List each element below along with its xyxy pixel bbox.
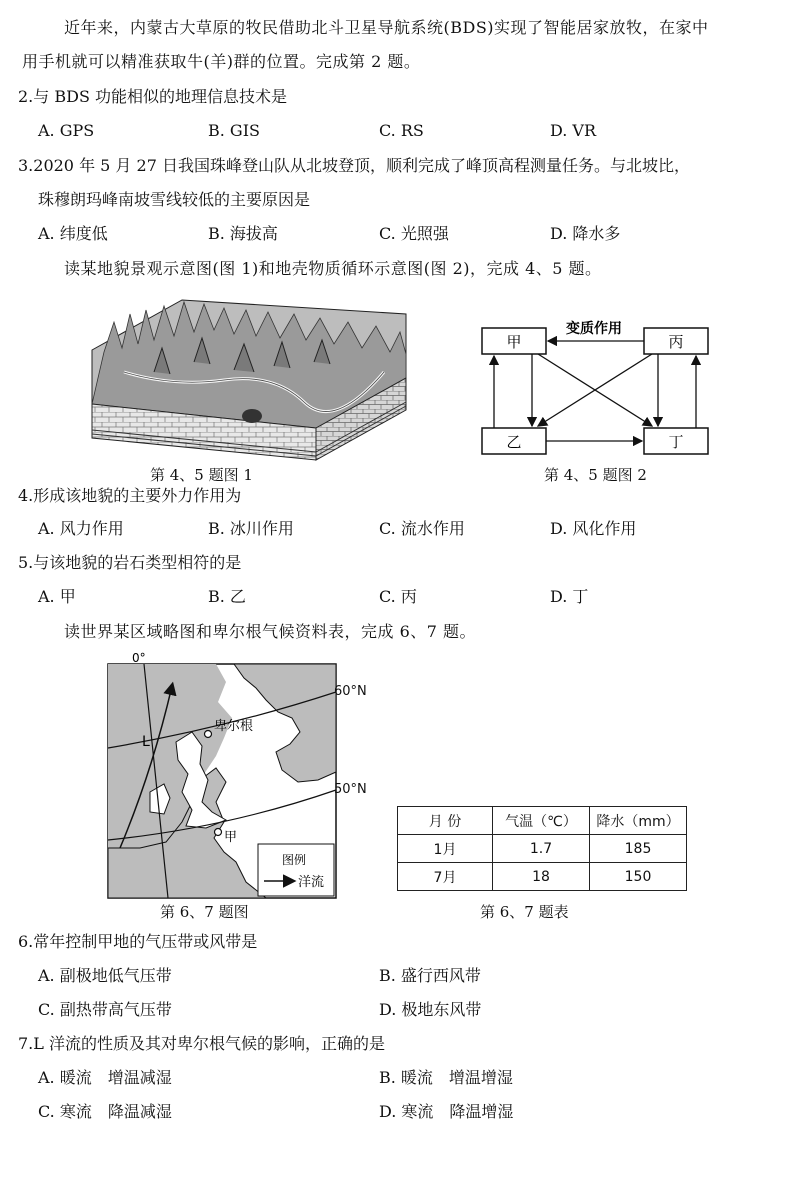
lat50-label: 50°N (334, 782, 367, 797)
lon-label: 0° (132, 652, 146, 665)
q5-option-c: C. 丙 (379, 587, 417, 606)
legend-item: 洋流 (298, 875, 325, 890)
q4-option-b: B. 冰川作用 (208, 519, 294, 538)
q2-intro-line2: 用手机就可以精准获取牛(羊)群的位置。完成第 2 题。 (22, 52, 421, 71)
landform-block-diagram (84, 292, 414, 462)
fig2-caption: 第 4、5 题图 2 (544, 466, 647, 484)
q4-option-c: C. 流水作用 (379, 519, 465, 538)
table-cell: 150 (590, 863, 687, 891)
table-cell: 1.7 (493, 835, 590, 863)
table-caption: 第 6、7 题表 (480, 903, 569, 921)
q3-option-a: A. 纬度低 (38, 224, 108, 243)
q5-option-b: B. 乙 (208, 587, 246, 606)
table-row (398, 863, 687, 891)
climate-table (397, 806, 687, 891)
q6-stem: 6.常年控制甲地的气压带或风带是 (18, 932, 258, 951)
q7-option-b: B. 暖流 增温增湿 (379, 1068, 513, 1087)
city-label: 卑尔根 (214, 719, 254, 734)
table-row (398, 835, 687, 863)
box-bing: 丙 (668, 333, 684, 351)
table-cell: 7月 (398, 863, 493, 891)
q4-option-d: D. 风化作用 (550, 519, 637, 538)
q2-option-b: B. GIS (208, 121, 260, 140)
q5-option-a: A. 甲 (38, 587, 76, 606)
q3-option-b: B. 海拔高 (208, 224, 278, 243)
q5-stem: 5.与该地貌的岩石类型相符的是 (18, 553, 242, 572)
q3-stem-line1: 3.2020 年 5 月 27 日我国珠峰登山队从北坡登顶，顺利完成了峰顶高程测量任务。与北坡比， (18, 156, 690, 175)
q67-intro: 读世界某区域略图和卑尔根气候资料表，完成 6、7 题。 (64, 622, 477, 641)
rock-cycle-diagram (476, 316, 716, 464)
q3-option-c: C. 光照强 (379, 224, 449, 243)
q4-option-a: A. 风力作用 (38, 519, 124, 538)
q7-option-c: C. 寒流 降温减湿 (38, 1102, 172, 1121)
q6-option-d: D. 极地东风带 (379, 1000, 482, 1019)
table-header: 气温（℃） (493, 807, 590, 835)
q2-option-c: C. RS (379, 121, 424, 140)
legend-title: 图例 (282, 853, 307, 867)
q7-option-a: A. 暖流 增温减湿 (38, 1068, 172, 1087)
q6-option-a: A. 副极地低气压带 (38, 966, 172, 985)
lat60-label: 60°N (334, 684, 367, 699)
table-cell: 185 (590, 835, 687, 863)
q5-option-d: D. 丁 (550, 587, 589, 606)
box-jia: 甲 (506, 333, 522, 351)
q7-option-d: D. 寒流 降温增湿 (379, 1102, 514, 1121)
table-header: 月 份 (398, 807, 493, 835)
q7-stem: 7.L 洋流的性质及其对卑尔根气候的影响，正确的是 (18, 1034, 385, 1053)
q3-stem-line2: 珠穆朗玛峰南坡雪线较低的主要原因是 (38, 190, 311, 209)
table-header: 降水（mm） (590, 807, 687, 835)
fig1-caption: 第 4、5 题图 1 (150, 466, 253, 484)
map-caption: 第 6、7 题图 (160, 903, 249, 921)
q2-option-a: A. GPS (38, 121, 95, 140)
metamorphism-label: 变质作用 (566, 321, 622, 337)
box-ding: 丁 (668, 433, 684, 451)
table-cell: 1月 (398, 835, 493, 863)
q6-option-b: B. 盛行西风带 (379, 966, 481, 985)
table-cell: 18 (493, 863, 590, 891)
q2-stem: 2.与 BDS 功能相似的地理信息技术是 (18, 87, 287, 106)
q2-option-d: D. VR (550, 121, 597, 140)
box-yi: 乙 (506, 433, 522, 451)
q4-stem: 4.形成该地貌的主要外力作用为 (18, 486, 242, 505)
point-jia-label: 甲 (224, 830, 238, 845)
q3-option-d: D. 降水多 (550, 224, 621, 243)
q45-intro: 读某地貌景观示意图(图 1)和地壳物质循环示意图(图 2)，完成 4、5 题。 (64, 259, 602, 278)
q2-intro-line1: 近年来，内蒙古大草原的牧民借助北斗卫星导航系统(BDS)实现了智能居家放牧，在家中 (64, 18, 709, 37)
current-label: L (142, 734, 150, 750)
region-map (106, 652, 368, 900)
q6-option-c: C. 副热带高气压带 (38, 1000, 172, 1019)
